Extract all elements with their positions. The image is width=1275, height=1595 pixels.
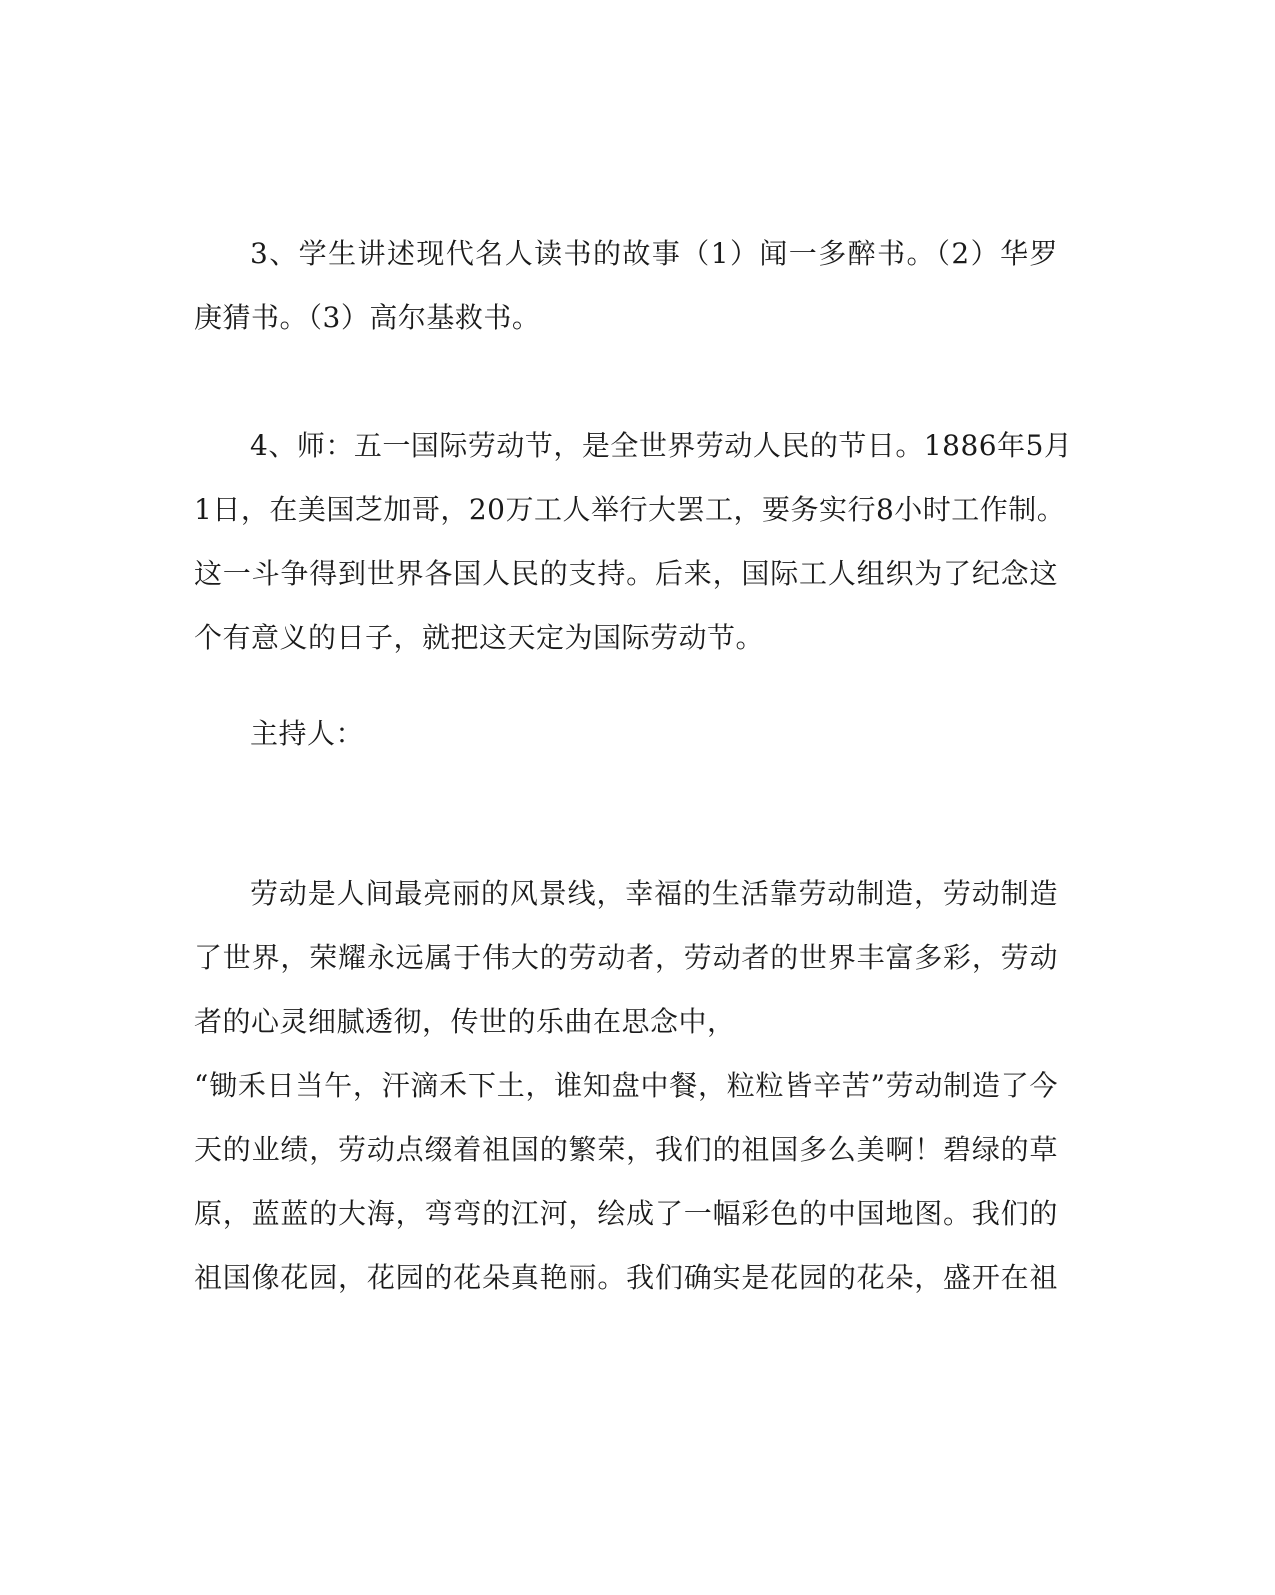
paragraph-host-label xyxy=(194,702,1058,766)
text-line: 4、师：五一国际劳动节，是全世界劳动人民的节日。1886年5月 xyxy=(250,429,1073,462)
text-line: 原，蓝蓝的大海，弯弯的江河，绘成了一幅彩色的中国地图。我们的 xyxy=(194,1197,1058,1230)
text-line: 1日，在美国芝加哥，20万工人举行大罢工，要务实行8小时工作制。 xyxy=(194,493,1066,526)
text-line: 劳动是人间最亮丽的风景线，幸福的生活靠劳动制造，劳动制造 xyxy=(250,877,1058,910)
text-line: 主持人： xyxy=(250,717,365,750)
text-line: 庚猜书。（3）高尔基救书。 xyxy=(194,301,541,334)
text-line: 天的业绩，劳动点缀着祖国的繁荣，我们的祖国多么美啊！碧绿的草 xyxy=(194,1133,1058,1166)
paragraph-3-reading-stories xyxy=(194,222,1058,350)
text-line: 这一斗争得到世界各国人民的支持。后来，国际工人组织为了纪念这 xyxy=(194,557,1058,590)
text-line: “锄禾日当午，汗滴禾下土，谁知盘中餐，粒粒皆辛苦”劳动制造了今 xyxy=(194,1069,1058,1102)
text-line: 个有意义的日子，就把这天定为国际劳动节。 xyxy=(194,621,765,654)
text-line: 祖国像花园，花园的花朵真艳丽。我们确实是花园的花朵，盛开在祖 xyxy=(194,1261,1058,1294)
text-line: 者的心灵细腻透彻，传世的乐曲在思念中， xyxy=(194,1005,736,1038)
text-line: 3、学生讲述现代名人读书的故事（1）闻一多醉书。（2）华罗 xyxy=(250,237,1058,270)
paragraph-labor-praise xyxy=(194,862,1058,1310)
paragraph-4-labor-day xyxy=(194,414,1073,670)
text-line: 了世界，荣耀永远属于伟大的劳动者，劳动者的世界丰富多彩，劳动 xyxy=(194,941,1058,974)
